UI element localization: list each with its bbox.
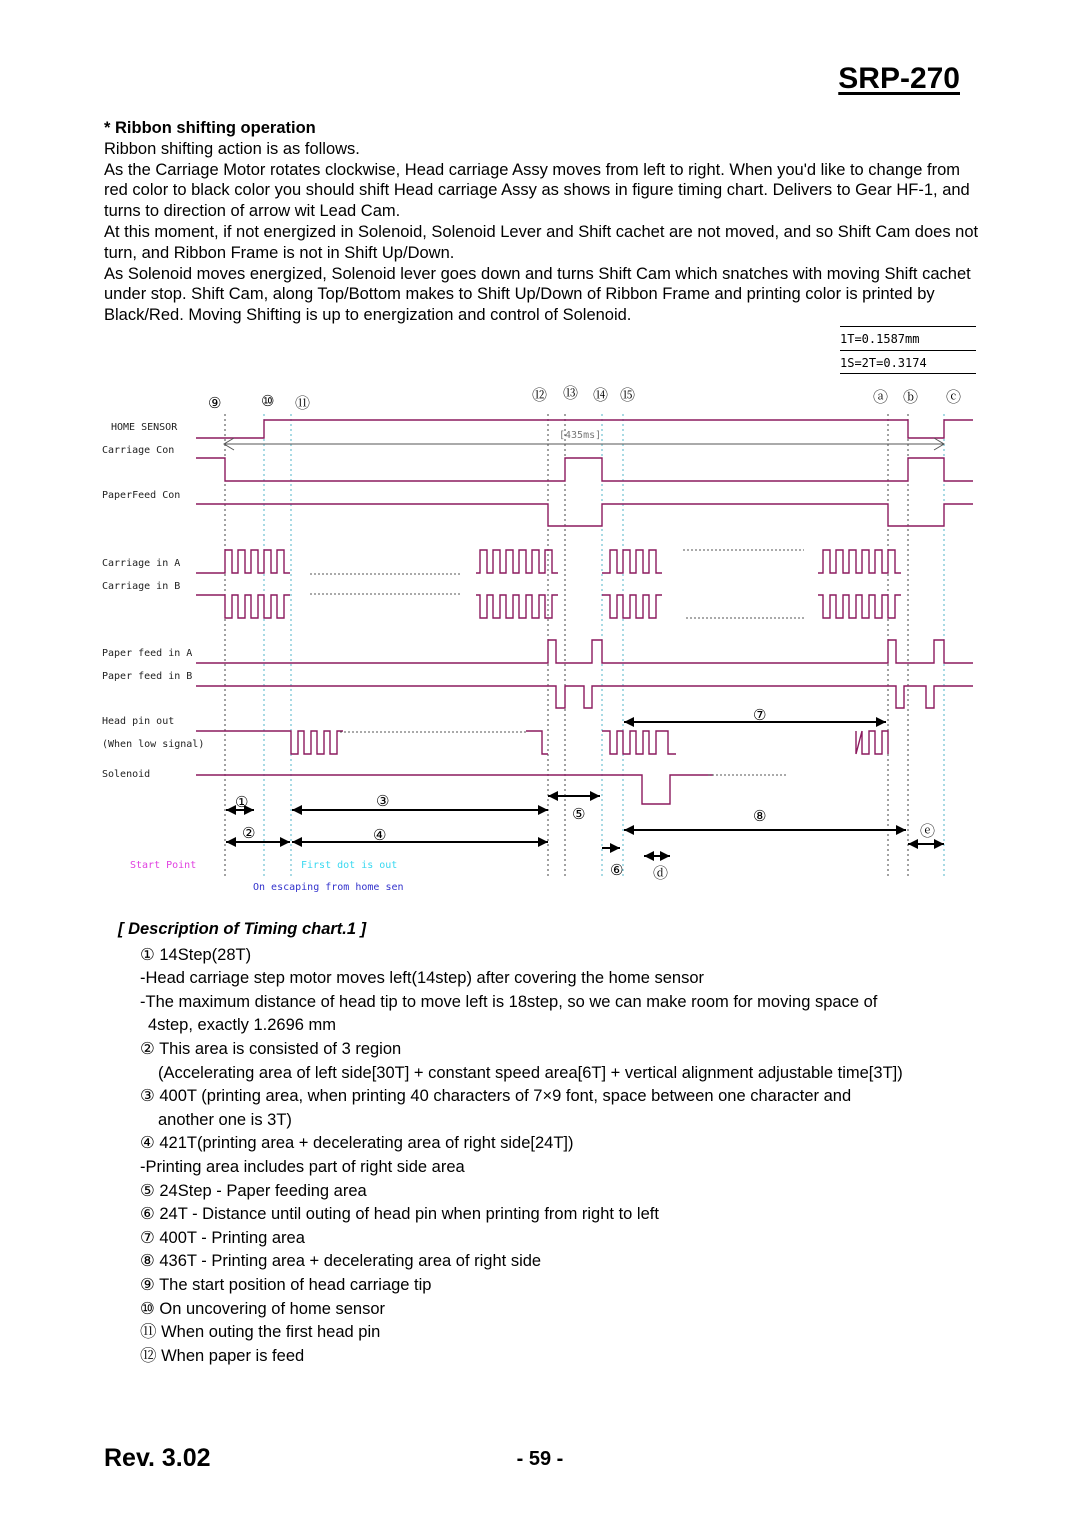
- description-line: -The maximum distance of head tip to move left is 18step, so we can make room for moving space of: [140, 992, 878, 1011]
- scale-rule-mid: [840, 350, 976, 351]
- label-paper-feed-in-a: Paper feed in A: [102, 648, 193, 659]
- label-carriage-con: Carriage Con: [102, 445, 175, 456]
- marker-14: ⑭: [593, 386, 609, 404]
- marker-3: ③: [376, 792, 390, 810]
- wave-paperfeed-con: [196, 504, 973, 526]
- marker-b: ⓑ: [903, 388, 919, 406]
- marker-13: ⑬: [563, 384, 579, 402]
- arrow-d-head-left: [644, 851, 654, 861]
- page-number: - 59 -: [516, 1448, 564, 1470]
- description-line: ⑫ When paper is feed: [140, 1346, 305, 1365]
- note-first-dot: First dot is out: [301, 860, 398, 871]
- marker-a: ⓐ: [873, 388, 889, 406]
- arrow-8-head-left: [624, 825, 634, 835]
- arrow-2-head-left: [226, 837, 236, 847]
- wave-head-pin-3: [602, 731, 676, 754]
- description-line: ⑩ On uncovering of home sensor: [140, 1299, 386, 1318]
- intro-section: [104, 118, 984, 326]
- description-line: another one is 3T): [158, 1110, 292, 1129]
- arrow-e-head-right: [934, 839, 944, 849]
- wave-carriage-in-b-4: [818, 595, 901, 618]
- wave-carriage-in-a-4: [818, 550, 901, 573]
- arrow-3-head-left: [292, 805, 302, 815]
- note-start-point: Start Point: [130, 860, 197, 871]
- label-when-low-signal: (When low signal): [102, 739, 205, 750]
- scale-rule-top: [840, 326, 976, 327]
- description-line: ⑤ 24Step - Paper feeding area: [140, 1181, 367, 1200]
- intro-paragraph-4: As Solenoid moves energized, Solenoid lever goes down and turns Shift Cam which snatches with moving Shift cachet under stop. Shift Cam, along Top/Bottom makes to Shift Up/Down of Ribbon Frame and printing color is printed by Black/Red. Moving Shifting is up to energization and control of Solenoid.: [104, 264, 971, 325]
- description-line: ③ 400T (printing area, when printing 40 characters of 7×9 font, space between one character and: [140, 1087, 852, 1106]
- label-solenoid: Solenoid: [102, 769, 151, 780]
- label-paperfeed-con: PaperFeed Con: [102, 490, 181, 501]
- wave-solenoid: [196, 775, 713, 804]
- timing-description: [118, 918, 988, 1368]
- arrow-7-head-right: [876, 717, 886, 727]
- description-line: ② This area is consisted of 3 region: [140, 1039, 402, 1058]
- scale-1s: 1S=2T=0.3174: [840, 356, 927, 370]
- scale-rule-bottom: [840, 373, 976, 374]
- model-title: SRP-270: [838, 62, 960, 95]
- label-paper-feed-in-b: Paper feed in B: [102, 671, 193, 682]
- arrow-d-head-right: [660, 851, 670, 861]
- time-label: [435ms]: [559, 430, 602, 441]
- section-heading: * Ribbon shifting operation: [104, 119, 316, 137]
- wave-paper-feed-in-b: [196, 686, 973, 708]
- label-head-pin-out: Head pin out: [102, 716, 175, 727]
- arrow-5-head-right: [590, 791, 600, 801]
- wave-head-pin-2: [526, 731, 548, 754]
- description-line: (Accelerating area of left side[30T] + constant speed area[6T] + vertical alignment adjustable time[3T]): [158, 1063, 903, 1082]
- marker-6: ⑥: [610, 861, 624, 879]
- wave-head-pin-4: [856, 731, 888, 754]
- wave-carriage-in-a-3: [602, 550, 662, 573]
- description-line: -Head carriage step motor moves left(14step) after covering the home sensor: [140, 969, 705, 988]
- marker-7: ⑦: [753, 706, 767, 724]
- wave-carriage-in-a-2: [476, 550, 558, 573]
- description-lines: [118, 944, 988, 1369]
- wave-carriage-in-b-2: [476, 595, 558, 618]
- timing-chart: [96, 378, 980, 898]
- marker-c: ⓒ: [946, 388, 962, 406]
- label-home-sensor: HOME SENSOR: [111, 422, 178, 433]
- wave-carriage-in-a-1: [196, 550, 290, 573]
- description-line: ④ 421T(printing area + decelerating area of right side[24T]): [140, 1134, 574, 1153]
- intro-paragraph-3: At this moment, if not energized in Solenoid, Solenoid Lever and Shift cachet are not moved, and so Shift Cam does not turn, and Ribbon Frame is not in Shift Up/Down.: [104, 222, 979, 262]
- description-line: ⑪ When outing the first head pin: [140, 1323, 381, 1342]
- description-line: ⑦ 400T - Printing area: [140, 1228, 305, 1247]
- description-line: ① 14Step(28T): [140, 945, 252, 964]
- marker-15: ⑮: [620, 386, 636, 404]
- marker-11: ⑪: [295, 394, 311, 412]
- note-escaping: On escaping from home sen: [253, 882, 404, 893]
- description-line: ⑨ The start position of head carriage tip: [140, 1275, 432, 1294]
- marker-9: ⑨: [208, 394, 222, 412]
- intro-paragraph-2: As the Carriage Motor rotates clockwise, Head carriage Assy moves from left to right. When you'd like to change from red color to black color you should shift Head carriage Assy as shows in figure timing chart. Delivers to Gear HF-1, and turns to direction of arrow wit Lead Cam.: [104, 160, 970, 221]
- wave-head-pin-1: [196, 731, 343, 754]
- arrow-5-head-left: [548, 791, 558, 801]
- marker-e: ⓔ: [920, 822, 936, 840]
- arrow-7-head-left: [624, 717, 634, 727]
- arrow-6-head-right: [610, 843, 620, 853]
- wave-carriage-con: [196, 458, 973, 481]
- interval-arrows: [224, 438, 944, 861]
- marker-4: ④: [373, 826, 387, 844]
- label-carriage-in-a: Carriage in A: [102, 558, 181, 569]
- arrow-2-head-right: [280, 837, 290, 847]
- description-line: ⑧ 436T - Printing area + decelerating area of right side: [140, 1252, 542, 1271]
- signal-waveforms: [196, 420, 973, 804]
- wave-carriage-in-b-1: [196, 595, 290, 618]
- description-line: -Printing area includes part of right side area: [140, 1157, 465, 1176]
- revision-label: Rev. 3.02: [104, 1444, 211, 1472]
- scale-1t: 1T=0.1587mm: [840, 332, 920, 346]
- arrow-e-head-left: [908, 839, 918, 849]
- description-line: ⑥ 24T - Distance until outing of head pin when printing from right to left: [140, 1205, 659, 1224]
- arrow-8-head-right: [896, 825, 906, 835]
- marker-1: ①: [235, 793, 249, 811]
- arrow-4-head-left: [292, 837, 302, 847]
- label-carriage-in-b: Carriage in B: [102, 581, 181, 592]
- marker-10: ⑩: [261, 392, 275, 410]
- marker-5: ⑤: [572, 805, 586, 823]
- wave-carriage-in-b-3: [602, 595, 662, 618]
- intro-paragraph-1: Ribbon shifting action is as follows.: [104, 139, 360, 158]
- description-title: [ Description of Timing chart.1 ]: [118, 920, 367, 938]
- marker-12: ⑫: [532, 386, 548, 404]
- marker-2: ②: [242, 824, 256, 842]
- marker-d: ⓓ: [653, 864, 669, 882]
- wave-paper-feed-in-a: [196, 640, 973, 663]
- arrow-3-head-right: [538, 805, 548, 815]
- marker-8: ⑧: [753, 807, 767, 825]
- arrow-4-head-right: [538, 837, 548, 847]
- description-line: 4step, exactly 1.2696 mm: [148, 1016, 337, 1035]
